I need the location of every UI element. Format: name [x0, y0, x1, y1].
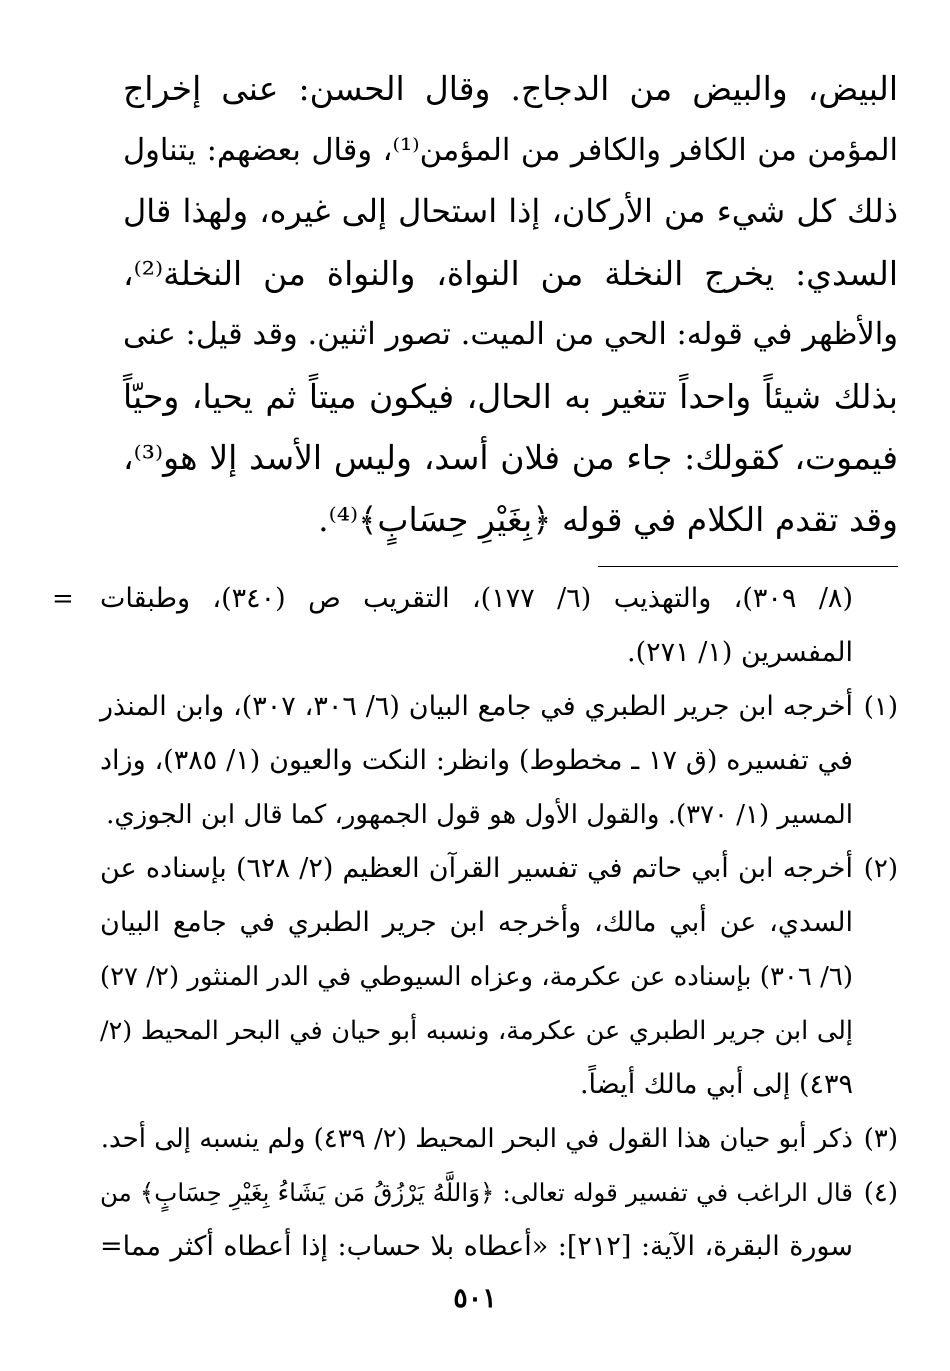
footnote-line: ذكر أبو حيان هذا القول في البحر المحيط (٢/ ٤٣٩) ولم ينسبه إلى أحد.	[100, 1124, 853, 1154]
main-text-line: البيض، والبيض من الدجاج. وقال الحسن: عنى إخراج	[123, 69, 898, 108]
footnote-number: (١)	[863, 692, 898, 722]
main-text-line: والأظهر في قوله: الحي من الميت. تصور اثنين. وقد قيل: عنى	[123, 317, 898, 352]
footnote-line: ٤٣٩) إلى أبي مالك أيضاً.	[579, 1069, 853, 1100]
footnote-2	[100, 842, 898, 1112]
footnote-separator	[598, 566, 898, 567]
main-text-body	[123, 58, 898, 550]
main-text-line: فيموت، كقولك: جاء من فلان أسد، وليس الأسد إلا هو⁽³⁾،	[123, 438, 898, 477]
footnote-4	[100, 1166, 898, 1274]
footnote-3	[100, 1112, 898, 1166]
footnote-number: (٤)	[863, 1178, 898, 1208]
footnote-line: في تفسيره (ق ١٧ ـ مخطوط) وانظر: النكت والعيون (١/ ٣٨٥)، وزاد	[100, 745, 853, 776]
footnote-number: (٢)	[863, 854, 898, 884]
main-text-line: السدي: يخرج النخلة من النواة، والنواة من النخلة⁽²⁾،	[123, 253, 898, 293]
continuation-marker: =	[52, 584, 74, 614]
page-number: ٥٠١	[453, 1283, 497, 1314]
footnote-continuation	[52, 572, 898, 680]
footnote-line: (٦/ ٣٠٦) بإسناده عن عكرمة، وعزاه السيوطي في الدر المنثور (٢/ ٢٧)	[99, 962, 853, 992]
footnote-1	[100, 680, 898, 842]
footnote-line: سورة البقرة، الآية: [٢١٢]: «أعطاه بلا حساب: إذا أعطاه أكثر مما=	[100, 1231, 853, 1262]
footnotes-section	[52, 572, 898, 1274]
footnote-line: أخرجه ابن أبي حاتم في تفسير القرآن العظيم (٢/ ٦٢٨) بإسناده عن	[100, 853, 853, 884]
footnote-line: المسير (١/ ٣٧٠). والقول الأول هو قول الجمهور، كما قال ابن الجوزي.	[106, 800, 853, 830]
footnote-line: إلى ابن جرير الطبري عن عكرمة، ونسبه أبو حيان في البحر المحيط (٢/	[100, 1016, 853, 1046]
main-text-line: وقد تقدم الكلام في قوله ﴿بِغَيْرِ حِسَابٍ﴾⁽⁴⁾.	[318, 499, 898, 539]
footnote-line: السدي، عن أبي مالك، وأخرجه ابن جرير الطبري في جامع البيان	[100, 907, 853, 938]
footnote-number: (٣)	[863, 1124, 898, 1154]
main-text-line: ذلك كل شيء من الأركان، إذا استحال إلى غيره، ولهذا قال	[123, 192, 899, 230]
main-text-line: المؤمن من الكافر والكافر من المؤمن⁽¹⁾، وقال بعضهم: يتناول	[123, 132, 898, 168]
footnote-line: أخرجه ابن جرير الطبري في جامع البيان (٦/ ٣٠٦، ٣٠٧)، وابن المنذر	[100, 691, 854, 722]
main-text-line: بذلك شيئاً واحداً تتغير به الحال، فيكون ميتاً ثم يحيا، وحيّاً	[123, 376, 898, 416]
footnote-line: قال الراغب في تفسير قوله تعالى: ﴿وَاللَّهُ يَرْزُقُ مَن يَشَاءُ بِغَيْرِ حِسَابٍ﴾ من	[100, 1178, 853, 1207]
footnote-line: المفسرين (١/ ٢٧١).	[626, 637, 853, 668]
footnote-line: (٨/ ٣٠٩)، والتهذيب (٦/ ١٧٧)، التقريب ص (٣٤٠)، وطبقات	[100, 583, 853, 614]
